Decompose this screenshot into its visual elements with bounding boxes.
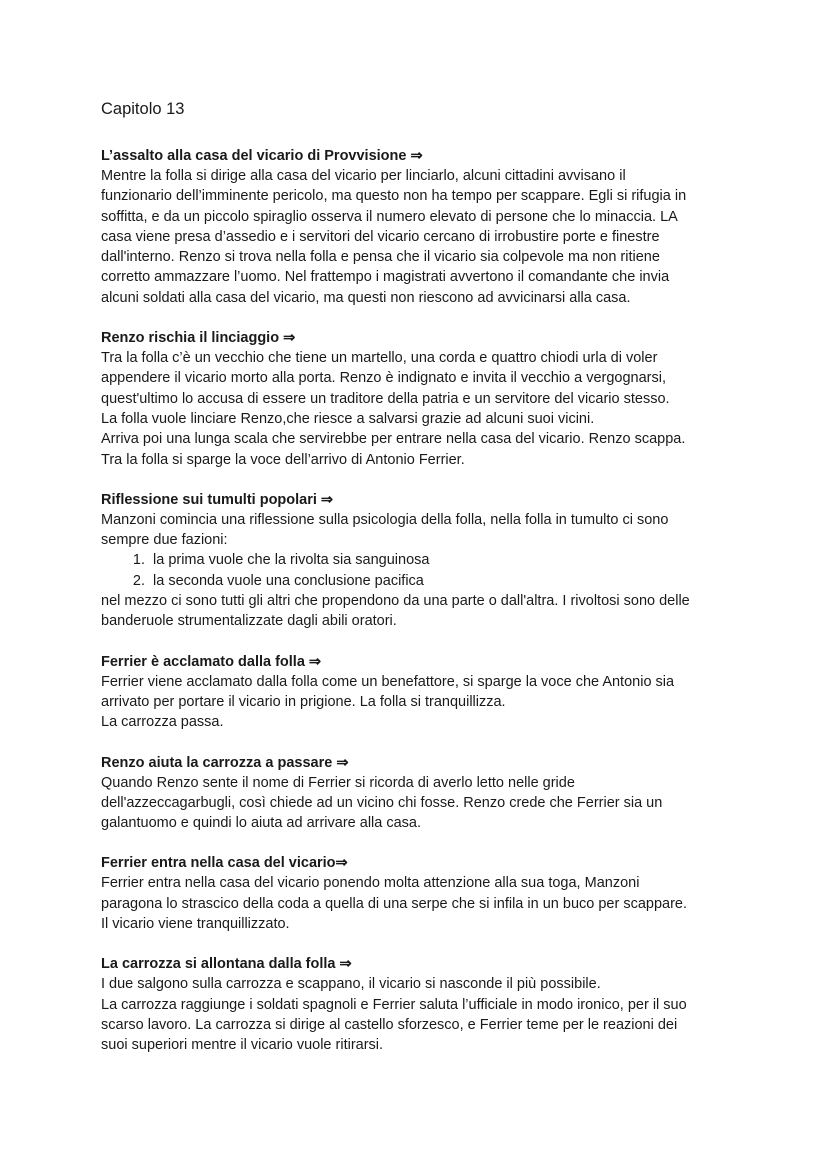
section-heading: Renzo rischia il linciaggio ⇒	[101, 330, 296, 347]
section-outro: nel mezzo ci sono tutti gli altri che propendono da una parte o dall'altra. I rivoltosi sono delle banderuole strumentalizzate dagli abili oratori.	[101, 593, 690, 630]
section-paragraph: Tra la folla c’è un vecchio che tiene un martello, una corda e quattro chiodi urla di voler appendere il vicario morto alla porta. Renzo è indignato e invita il vecchio a vergognarsi, quest'ultimo lo accusa di essere un traditore della patria e un servitore del vicario stesso. La folla vuole linciare Renzo,che riesce a salvarsi grazie ad alcuni suoi vicini. Arriva poi una lunga scala che servirebbe per entrare nella casa del vicario. Renzo scappa. Tra la folla si sparge la voce dell’arrivo di Antonio Ferrier.	[101, 350, 686, 468]
section-linciaggio	[101, 328, 741, 470]
section-ferrier-acclamato	[101, 652, 741, 733]
section-renzo-aiuta	[101, 753, 741, 834]
list-item: 1. la prima vuole che la rivolta sia sanguinosa	[149, 550, 741, 570]
section-assalto	[101, 146, 741, 308]
section-paragraph: Quando Renzo sente il nome di Ferrier si ricorda di averlo letto nelle gride dell'azzeccagarbugli, così chiede ad un vicino chi fosse. Renzo crede che Ferrier sia un galantuomo e quindi lo aiuta ad arrivare alla casa.	[101, 774, 663, 832]
section-intro: Manzoni comincia una riflessione sulla psicologia della folla, nella folla in tumulto ci sono sempre due fazioni:	[101, 511, 669, 549]
section-carrozza-allontana	[101, 954, 741, 1055]
section-ferrier-entra	[101, 853, 741, 934]
section-paragraph: I due salgono sulla carrozza e scappano, il vicario si nasconde il più possibile. La carrozza raggiunge i soldati spagnoli e Ferrier saluta l’ufficiale in modo ironico, per il suo scarso lavoro. La carrozza si dirige al castello sforzesco, e Ferrier teme per le reazioni dei suoi superiori mentre il vicario vuole ritirarsi.	[101, 976, 687, 1054]
chapter-title: Capitolo 13	[101, 100, 185, 118]
section-heading: Ferrier è acclamato dalla folla ⇒	[101, 653, 322, 670]
section-paragraph: Ferrier entra nella casa del vicario ponendo molta attenzione alla sua toga, Manzoni paragona lo strascico della coda a quella di una serpe che si infila in un buco per scappare. Il vicario viene tranquillizzato.	[101, 875, 688, 933]
section-riflessione	[101, 490, 741, 632]
list-item: 2. la seconda vuole una conclusione pacifica	[149, 571, 741, 591]
section-heading: La carrozza si allontana dalla folla ⇒	[101, 956, 352, 973]
document-page	[101, 98, 741, 1076]
section-heading: Riflessione sui tumulti popolari ⇒	[101, 491, 334, 508]
section-heading: Renzo aiuta la carrozza a passare ⇒	[101, 754, 349, 771]
section-paragraph: Mentre la folla si dirige alla casa del vicario per linciarlo, alcuni cittadini avvisano il funzionario dell’imminente pericolo, ma questo non ha tempo per scappare. Egli si rifugia in soffitta, e da un piccolo spiraglio osserva il numero elevato di persone che lo minaccia. LA casa viene presa d’assedio e i servitori del vicario cercano di irrobustire porte e finestre dall'interno. Renzo si trova nella folla e pensa che il vicario sia colpevole ma non ritiene corretto ammazzare l’uomo. Nel frattempo i magistrati avvertono il comandante che invia alcuni soldati alla casa del vicario, ma questi non riescono ad avvicinarsi alla casa.	[101, 168, 687, 306]
section-heading: Ferrier entra nella casa del vicario⇒	[101, 855, 348, 872]
section-heading: L’assalto alla casa del vicario di Provvisione ⇒	[101, 148, 423, 164]
factions-list	[101, 550, 741, 591]
section-paragraph: Ferrier viene acclamato dalla folla come un benefattore, si sparge la voce che Antonio sia arrivato per portare il vicario in prigione. La folla si tranquillizza. La carrozza passa.	[101, 673, 675, 731]
